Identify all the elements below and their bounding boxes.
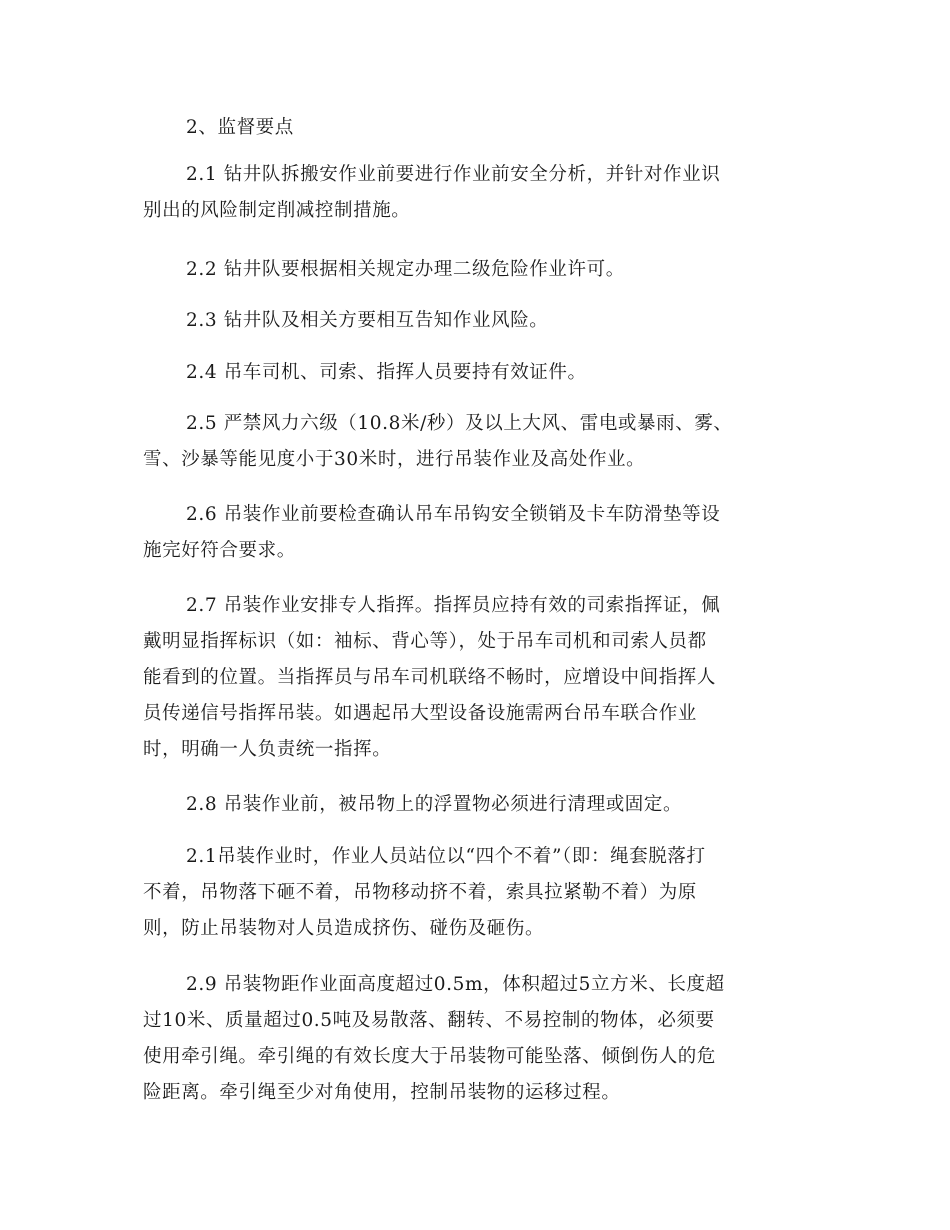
paragraph-line: 戴明显指挥标识（如：袖标、背心等），处于吊车司机和司索人员都	[143, 631, 707, 652]
paragraph-line: 2.3 钻井队及相关方要相互告知作业风险。	[186, 310, 549, 331]
paragraph-line: 则，防止吊装物对人员造成挤伤、碰伤及砸伤。	[143, 918, 545, 939]
section-heading	[143, 110, 813, 146]
paragraph-2-1	[143, 157, 813, 229]
paragraph-line: 别出的风险制定削减控制措施。	[143, 200, 411, 221]
paragraph-line: 2.6 吊装作业前要检查确认吊车吊钩安全锁销及卡车防滑垫等设	[186, 504, 721, 525]
paragraph-2-8	[143, 787, 813, 823]
paragraph-line: 雪、沙暴等能见度小于30米时，进行吊装作业及高处作业。	[143, 449, 646, 470]
paragraph-line: 施完好符合要求。	[143, 540, 296, 561]
paragraph-line: 险距离。牵引绳至少对角使用，控制吊装物的运移过程。	[143, 1082, 621, 1103]
paragraph-2-7	[143, 588, 813, 768]
paragraph-line: 2.2 钻井队要根据相关规定办理二级危险作业许可。	[186, 259, 625, 280]
paragraph-2-2	[143, 252, 813, 288]
paragraph-line: 过10米、质量超过0.5吨及易散落、翻转、不易控制的物体，必须要	[143, 1010, 715, 1031]
paragraph-line: 2.4 吊车司机、司索、指挥人员要持有效证件。	[186, 362, 587, 383]
paragraph-line: 员传递信号指挥吊装。如遇起吊大型设备设施需两台吊车联合作业	[143, 703, 697, 724]
paragraph-line: 2.8 吊装作业前，被吊物上的浮置物必须进行清理或固定。	[186, 794, 683, 815]
paragraph-line: 2.1 钻井队拆搬安作业前要进行作业前安全分析，并针对作业识	[186, 164, 721, 185]
paragraph-line: 2.1吊装作业时，作业人员站位以“四个不着”（即：绳套脱落打	[186, 846, 706, 867]
paragraph-line: 2、监督要点	[186, 117, 294, 138]
paragraph-line: 能看到的位置。当指挥员与吊车司机联络不畅时，应增设中间指挥人	[143, 667, 717, 688]
paragraph-line: 不着，吊物落下砸不着，吊物移动挤不着，索具拉紧勒不着）为原	[143, 882, 697, 903]
paragraph-2-9	[143, 967, 813, 1111]
paragraph-line: 2.9 吊装物距作业面高度超过0.5m，体积超过5立方米、长度超	[186, 974, 725, 995]
paragraph-2-3	[143, 303, 813, 339]
paragraph-line: 使用牵引绳。牵引绳的有效长度大于吊装物可能坠落、倾倒伤人的危	[143, 1046, 717, 1067]
paragraph-2-4	[143, 355, 813, 391]
paragraph-2-5	[143, 406, 813, 478]
paragraph-line: 时，明确一人负责统一指挥。	[143, 739, 392, 760]
paragraph-2-6	[143, 497, 813, 569]
paragraph-2-1-repeat	[143, 839, 813, 947]
paragraph-line: 2.7 吊装作业安排专人指挥。指挥员应持有效的司索指挥证，佩	[186, 595, 721, 616]
paragraph-line: 2.5 严禁风力六级（10.8米/秒）及以上大风、雷电或暴雨、雾、	[186, 413, 733, 434]
